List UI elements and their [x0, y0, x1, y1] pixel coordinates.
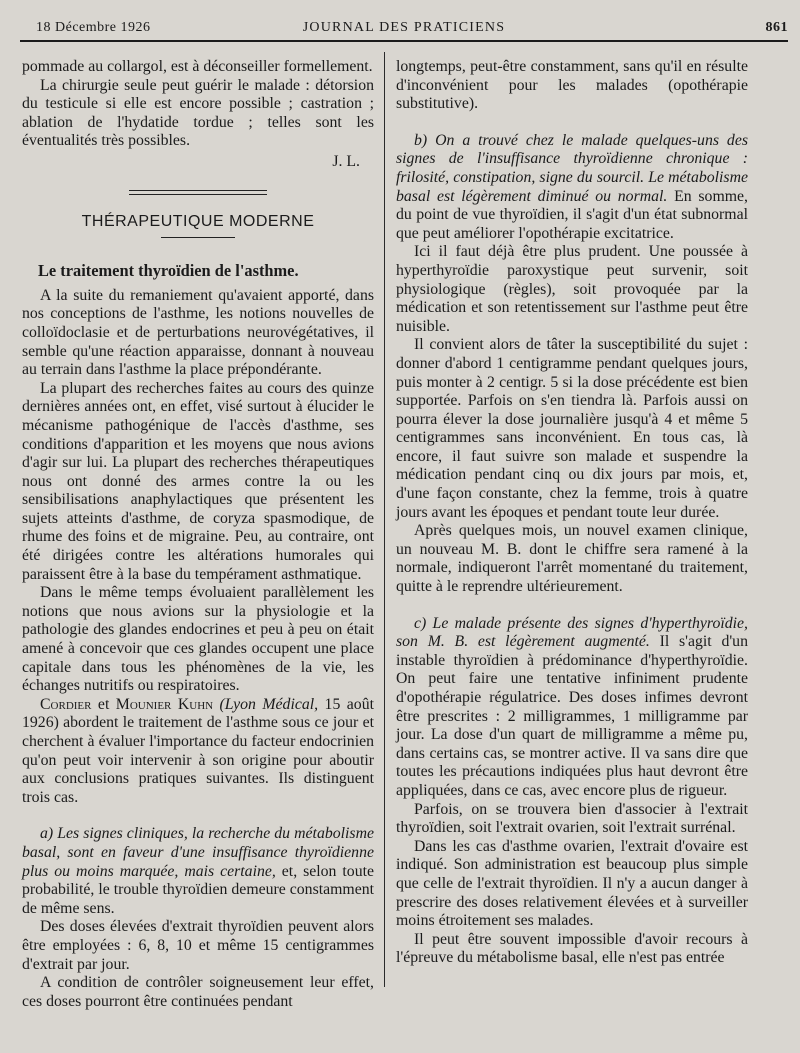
paragraph: pommade au collargol, est à déconseiller formellement. — [22, 58, 373, 75]
text-run: 15 août 1926) abordent le traitement de l'asthme sous ce jour et cherchent à évaluer l'importance du facteur endocrinien qu'on peut voir intervenir à son origine pour aboutir aux conclusions pratiques suivantes. Ils distinguent trois cas. — [22, 695, 374, 806]
paragraph-case-a — [22, 825, 374, 918]
article-title: Le traitement thyroïdien de l'asthme. — [38, 261, 299, 281]
text-run: et — [91, 695, 116, 713]
section-separator — [129, 190, 267, 195]
text-run: En somme, du point de vue thyroïdien, il s'agit d'un état subnormal que peut améliorer l'opothérapie excitatrice. — [396, 187, 748, 242]
paragraph: Dans le même temps évoluaient parallèlement les notions que nous avions sur la physiologie et la pathologie des glandes endocrines et peu à peu on était amené à concevoir que ces glandes occupent une place capitale dans tous les phénomènes de la vie, les échanges nutritifs ou respiratoires. — [22, 584, 374, 695]
italic-run: b) On a trouvé chez le malade quelques-uns des signes de l'insuffisance thyroïdienne chronique : frilosité, constipation, signe du sourcil. Le métabolisme basal est légèrement diminué ou normal. — [396, 131, 748, 205]
paragraph: La chirurgie seule peut guérir le malade : détorsion du testicule si elle est encore possible ; castration ; ablation de l'hydatide tordue ; telles sont les éventualités très possibles. — [22, 76, 374, 150]
paragraph: A la suite du remaniement qu'avaient apporté, dans nos conceptions de l'asthme, les notions nouvelles de colloïdoclasie et de perturbations neurovégétatives, il semble qu'une réaction apparaisse, donnant à nouveau au terrain dans l'asthme la place prépondérante. — [22, 286, 374, 379]
signature: J. L. — [332, 152, 360, 170]
header-journal-title: JOURNAL DES PRATICIENS — [302, 20, 506, 35]
paragraph: Des doses élevées d'extrait thyroïdien peuvent alors être employées : 6, 8, 10 et même 15 centigrammes d'extrait par jour. — [22, 918, 374, 973]
header-page-number: 861 — [765, 20, 788, 35]
paragraph-case-b — [396, 132, 748, 244]
paragraph: Il convient alors de tâter la susceptibilité du sujet : donner d'abord 1 centigramme pendant quelques jours, puis monter à 2 centigr. 5 si la dose précédente est bien supportée. Parfois on s'en tiendra là. Parfois aussi on pourra élever la dose journalière jusqu'à 4 et même 5 centigrammes sans inconvénient. En tous cas, là encore, il faut suivre son malade et suspendre la médication pendant cinq ou dix jours par mois, et, d'une façon constante, chez la femme, trois à quatre jours avant les époques et pendant toute leur durée. — [396, 336, 748, 521]
paragraph-citation — [22, 696, 374, 808]
column-divider — [384, 52, 385, 987]
text-run: Il s'agit d'un instable thyroïdien à prédominance d'hyperthyroïdie. On peut faire une tentative infiniment prudente d'opothérapie régulatrice. Des doses infimes devront être prescrites : 2 milligrammes, 1 milligramme par jour. La dose d'un quart de milligramme a même pu, dans certains cas, se montrer active. Il va sans dire que toutes les précautions indiquées plus haut devront être appliquées, dans ce cas, avec encore plus de rigueur. — [396, 633, 748, 799]
right-column — [396, 58, 748, 968]
paragraph: Parfois, on se trouvera bien d'associer à l'extrait thyroïdien, soit l'extrait ovarien, soit l'extrait surrénal. — [396, 800, 748, 837]
text-run: et, selon toute probabilité, le trouble thyroïdien demeure constamment de même sens. — [22, 862, 374, 917]
section-title-rule — [161, 237, 235, 238]
paragraph: A condition de contrôler soigneusement leur effet, ces doses pourront être continuées pendant — [22, 974, 374, 1010]
paragraph: La plupart des recherches faites au cours des quinze dernières années ont, en effet, visé surtout à élucider le mécanisme pathogénique de l'accès d'asthme, ses conditions d'apparition et les moyens que nous avions d'agir sur lui. La plupart des recherches thérapeutiques nous ont donné des armes contre la ou les sensibilisations anaphylactiques que présentent les sujets atteints d'asthme, de coryza spasmodique, de rhume des foins et de migraine. Peu, au contraire, ont été dirigées contre les altérations humorales qui paraissent être à la base du tempérament asthmatique. — [22, 379, 374, 583]
author-name: Mounier Kuhn — [115, 695, 214, 713]
paragraph: Dans les cas d'asthme ovarien, l'extrait d'ovaire est indiqué. Son administration est beaucoup plus simple que celle de l'extrait thyroïdien. Il n'y a aucun danger à prescrire des doses relativement élevées et à surveiller moins étroitement ses malades. — [396, 837, 748, 930]
paragraph: Il peut être souvent impossible d'avoir recours à l'épreuve du métabolisme basal, elle n'est pas entrée — [396, 930, 748, 967]
paragraph-case-c — [396, 615, 748, 801]
paragraph: Après quelques mois, un nouvel examen clinique, un nouveau M. B. dont le chiffre sera ramené à la normale, indiqueront l'arrêt momentané du traitement, quitte à le reprendre ultérieurement. — [396, 522, 748, 596]
paragraph: longtemps, peut-être constamment, sans qu'il en résulte d'inconvénient pour les malades (opothérapie substitutive). — [396, 58, 748, 113]
header-date: 18 Décembre 1926 — [36, 20, 151, 35]
italic-run: a) Les signes cliniques, la recherche du métabolisme basal, sont en faveur d'une insuffisance thyroïdienne plus ou moins marquée, mais certaine, — [22, 825, 374, 880]
left-column — [22, 58, 374, 1011]
section-title: THÉRAPEUTIQUE MODERNE — [81, 212, 315, 230]
page-header — [20, 18, 788, 40]
italic-run: c) Le malade présente des signes d'hyperthyroïdie, son M. B. est légèrement augmenté. — [396, 614, 748, 651]
author-name: Cordier — [40, 695, 92, 713]
header-rule — [20, 40, 788, 42]
source-title: (Lyon Médical, — [219, 695, 319, 713]
paragraph: Ici il faut déjà être plus prudent. Une poussée à hyperthyroïdie paroxystique peut survenir, soit physiologique (règles), soit provoquée par la médication et son retentissement sur l'asthme peut être nuisible. — [396, 243, 748, 335]
